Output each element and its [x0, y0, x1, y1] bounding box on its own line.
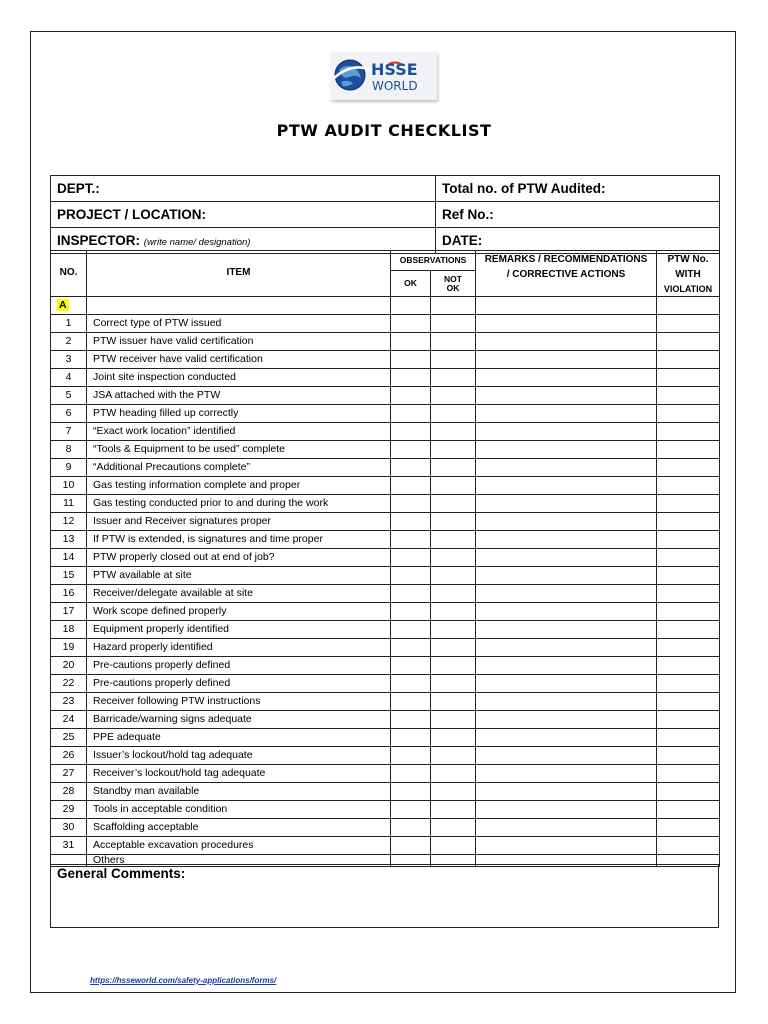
not-ok-cell[interactable] — [431, 765, 476, 783]
remarks-cell[interactable] — [476, 837, 657, 855]
row-number: 2 — [51, 333, 87, 351]
ok-cell[interactable] — [391, 621, 431, 639]
row-item: Equipment properly identified — [87, 621, 391, 639]
remarks-cell[interactable] — [476, 765, 657, 783]
ok-cell[interactable] — [391, 423, 431, 441]
row-number: 30 — [51, 819, 87, 837]
col-not-ok-header — [431, 271, 476, 297]
col-ok-header: OK — [391, 271, 431, 297]
not-ok-cell[interactable] — [431, 585, 476, 603]
ok-cell[interactable] — [391, 819, 431, 837]
table-row — [51, 639, 720, 657]
table-row — [51, 387, 720, 405]
not-ok-cell[interactable] — [431, 711, 476, 729]
ok-cell[interactable] — [391, 405, 431, 423]
not-ok-cell[interactable] — [431, 819, 476, 837]
hsse-world-logo — [331, 52, 437, 100]
ptw-violation-cell[interactable] — [657, 459, 720, 477]
not-ok-line1: NOT — [444, 273, 462, 284]
footer-link[interactable]: https://hsseworld.com/safety-applications/forms/ — [90, 976, 277, 985]
remarks-cell[interactable] — [476, 729, 657, 747]
ok-cell[interactable] — [391, 549, 431, 567]
ptw-violation-cell[interactable] — [657, 495, 720, 513]
table-row — [51, 333, 720, 351]
svg-text:HSSE: HSSE — [371, 60, 418, 79]
not-ok-cell[interactable] — [431, 639, 476, 657]
not-ok-cell[interactable] — [431, 621, 476, 639]
ok-cell[interactable] — [391, 351, 431, 369]
ok-cell[interactable] — [391, 657, 431, 675]
row-number: 23 — [51, 693, 87, 711]
remarks-line1: REMARKS / RECOMMENDATIONS — [484, 254, 648, 265]
ptw-violation-cell[interactable] — [657, 711, 720, 729]
row-item: Scaffolding acceptable — [87, 819, 391, 837]
ok-cell[interactable] — [391, 387, 431, 405]
remarks-cell[interactable] — [476, 693, 657, 711]
row-number: 10 — [51, 477, 87, 495]
ok-cell[interactable] — [391, 567, 431, 585]
ptw-violation-cell[interactable] — [657, 567, 720, 585]
not-ok-cell[interactable] — [431, 549, 476, 567]
ok-cell[interactable] — [391, 747, 431, 765]
not-ok-cell[interactable] — [431, 567, 476, 585]
ptw-violation-cell[interactable] — [657, 531, 720, 549]
row-number: 16 — [51, 585, 87, 603]
table-row — [51, 585, 720, 603]
table-row — [51, 819, 720, 837]
ok-cell[interactable] — [391, 603, 431, 621]
row-number: 5 — [51, 387, 87, 405]
ok-cell[interactable] — [391, 513, 431, 531]
row-item: “Exact work location” identified — [87, 423, 391, 441]
ptw-violation-cell[interactable] — [657, 729, 720, 747]
remarks-cell[interactable] — [476, 387, 657, 405]
row-number: 6 — [51, 405, 87, 423]
not-ok-cell[interactable] — [431, 729, 476, 747]
dept-field[interactable] — [51, 176, 436, 202]
row-item: Receiver following PTW instructions — [87, 693, 391, 711]
ptw-violation-cell[interactable] — [657, 783, 720, 801]
ptw-violation-cell[interactable] — [657, 423, 720, 441]
not-ok-cell[interactable] — [431, 513, 476, 531]
table-row — [51, 495, 720, 513]
section-remarks-cell — [476, 297, 657, 315]
row-number: 8 — [51, 441, 87, 459]
table-row — [51, 693, 720, 711]
table-row — [51, 315, 720, 333]
ok-cell[interactable] — [391, 531, 431, 549]
row-number: 11 — [51, 495, 87, 513]
row-number: 26 — [51, 747, 87, 765]
row-item: Work scope defined properly — [87, 603, 391, 621]
remarks-line2: / CORRECTIVE ACTIONS — [506, 268, 626, 280]
ok-cell[interactable] — [391, 441, 431, 459]
ok-cell[interactable] — [391, 477, 431, 495]
date-label: DATE: — [442, 233, 483, 248]
section-ptw-cell — [657, 297, 720, 315]
globe-logo-icon — [331, 52, 437, 100]
total-ptw-label: Total no. of PTW Audited: — [442, 181, 606, 196]
row-item: Acceptable excavation procedures — [87, 837, 391, 855]
remarks-cell[interactable] — [476, 585, 657, 603]
remarks-cell[interactable] — [476, 675, 657, 693]
ptw-violation-cell[interactable] — [657, 405, 720, 423]
not-ok-cell[interactable] — [431, 315, 476, 333]
ptw-line1: PTW No. — [667, 254, 709, 265]
table-row — [51, 747, 720, 765]
table-row — [51, 657, 720, 675]
row-item: Correct type of PTW issued — [87, 315, 391, 333]
remarks-cell[interactable] — [476, 639, 657, 657]
table-row — [51, 423, 720, 441]
ok-cell[interactable] — [391, 639, 431, 657]
ok-cell[interactable] — [391, 783, 431, 801]
section-item-cell — [87, 297, 391, 315]
row-item: Receiver/delegate available at site — [87, 585, 391, 603]
ptw-violation-cell[interactable] — [657, 621, 720, 639]
remarks-cell[interactable] — [476, 801, 657, 819]
ok-cell[interactable] — [391, 459, 431, 477]
not-ok-cell[interactable] — [431, 459, 476, 477]
remarks-cell[interactable] — [476, 477, 657, 495]
section-a-marker: A — [59, 298, 67, 311]
checklist-table — [50, 250, 720, 867]
row-number: 14 — [51, 549, 87, 567]
ptw-violation-cell[interactable] — [657, 549, 720, 567]
not-ok-cell[interactable] — [431, 477, 476, 495]
remarks-cell[interactable] — [476, 459, 657, 477]
ok-cell[interactable] — [391, 333, 431, 351]
row-number: 19 — [51, 639, 87, 657]
remarks-cell[interactable] — [476, 531, 657, 549]
ptw-violation-cell[interactable] — [657, 639, 720, 657]
general-comments-box[interactable] — [50, 864, 719, 928]
row-item: Issuer and Receiver signatures proper — [87, 513, 391, 531]
row-number: 31 — [51, 837, 87, 855]
ptw-violation-cell[interactable] — [657, 369, 720, 387]
remarks-cell[interactable] — [476, 549, 657, 567]
row-number: 24 — [51, 711, 87, 729]
row-item: PTW receiver have valid certification — [87, 351, 391, 369]
remarks-cell[interactable] — [476, 351, 657, 369]
row-item: Pre-cautions properly defined — [87, 675, 391, 693]
row-number: 25 — [51, 729, 87, 747]
row-number: 9 — [51, 459, 87, 477]
table-row — [51, 603, 720, 621]
not-ok-cell[interactable] — [431, 333, 476, 351]
row-item: Tools in acceptable condition — [87, 801, 391, 819]
inspector-hint: (write name/ designation) — [143, 237, 251, 248]
col-remarks-header — [476, 251, 657, 297]
remarks-cell[interactable] — [476, 711, 657, 729]
table-row — [51, 729, 720, 747]
row-item: PTW properly closed out at end of job? — [87, 549, 391, 567]
not-ok-cell[interactable] — [431, 351, 476, 369]
ref-no-field[interactable] — [436, 202, 720, 228]
not-ok-cell[interactable] — [431, 747, 476, 765]
remarks-cell[interactable] — [476, 315, 657, 333]
ok-cell[interactable] — [391, 837, 431, 855]
ptw-violation-cell[interactable] — [657, 765, 720, 783]
remarks-cell[interactable] — [476, 441, 657, 459]
not-ok-cell[interactable] — [431, 783, 476, 801]
remarks-cell[interactable] — [476, 495, 657, 513]
row-item: Receiver’s lockout/hold tag adequate — [87, 765, 391, 783]
row-item: PPE adequate — [87, 729, 391, 747]
row-item: Gas testing conducted prior to and during the work — [87, 495, 391, 513]
ok-cell[interactable] — [391, 585, 431, 603]
col-observations-header: OBSERVATIONS — [391, 251, 476, 271]
ptw-violation-cell[interactable] — [657, 693, 720, 711]
table-row — [51, 459, 720, 477]
not-ok-cell[interactable] — [431, 837, 476, 855]
remarks-cell[interactable] — [476, 333, 657, 351]
row-item: PTW available at site — [87, 567, 391, 585]
row-number: 7 — [51, 423, 87, 441]
table-row — [51, 801, 720, 819]
ref-no-label: Ref No.: — [442, 207, 494, 222]
row-item: “Tools & Equipment to be used” complete — [87, 441, 391, 459]
row-item: Standby man available — [87, 783, 391, 801]
row-number: 1 — [51, 315, 87, 333]
ok-cell[interactable] — [391, 369, 431, 387]
ok-cell[interactable] — [391, 693, 431, 711]
section-label — [51, 297, 87, 315]
row-item: Joint site inspection conducted — [87, 369, 391, 387]
not-ok-cell[interactable] — [431, 531, 476, 549]
not-ok-cell[interactable] — [431, 387, 476, 405]
table-row — [51, 369, 720, 387]
row-number: 28 — [51, 783, 87, 801]
table-row — [51, 477, 720, 495]
row-item: If PTW is extended, is signatures and time proper — [87, 531, 391, 549]
row-item: “Additional Precautions complete” — [87, 459, 391, 477]
ptw-violation-cell[interactable] — [657, 387, 720, 405]
row-item: Barricade/warning signs adequate — [87, 711, 391, 729]
ptw-violation-cell[interactable] — [657, 351, 720, 369]
row-item: PTW issuer have valid certification — [87, 333, 391, 351]
ptw-violation-cell[interactable] — [657, 837, 720, 855]
row-number: 4 — [51, 369, 87, 387]
col-ptw-violation-header — [657, 251, 720, 297]
not-ok-cell[interactable] — [431, 423, 476, 441]
remarks-cell[interactable] — [476, 369, 657, 387]
ok-cell[interactable] — [391, 711, 431, 729]
row-number: 22 — [51, 675, 87, 693]
ok-cell[interactable] — [391, 801, 431, 819]
table-row — [51, 441, 720, 459]
not-ok-cell[interactable] — [431, 675, 476, 693]
ptw-violation-cell[interactable] — [657, 333, 720, 351]
col-no-header: NO. — [51, 251, 87, 297]
not-ok-cell[interactable] — [431, 405, 476, 423]
ptw-violation-cell[interactable] — [657, 675, 720, 693]
not-ok-cell[interactable] — [431, 369, 476, 387]
not-ok-line2: OK — [446, 282, 460, 293]
row-item: Pre-cautions properly defined — [87, 657, 391, 675]
remarks-cell[interactable] — [476, 603, 657, 621]
row-number: 27 — [51, 765, 87, 783]
table-row — [51, 549, 720, 567]
svg-text:WORLD: WORLD — [372, 79, 418, 93]
table-row — [51, 675, 720, 693]
not-ok-cell[interactable] — [431, 657, 476, 675]
row-item: Hazard properly identified — [87, 639, 391, 657]
ok-cell[interactable] — [391, 495, 431, 513]
dept-label: DEPT.: — [57, 181, 100, 196]
remarks-cell[interactable] — [476, 567, 657, 585]
not-ok-cell[interactable] — [431, 495, 476, 513]
table-row — [51, 621, 720, 639]
not-ok-cell[interactable] — [431, 603, 476, 621]
row-item: Gas testing information complete and proper — [87, 477, 391, 495]
remarks-cell[interactable] — [476, 747, 657, 765]
general-comments-label: General Comments: — [57, 866, 186, 881]
row-number: 3 — [51, 351, 87, 369]
total-ptw-field[interactable] — [436, 176, 720, 202]
not-ok-cell[interactable] — [431, 441, 476, 459]
row-number: 13 — [51, 531, 87, 549]
col-item-header: ITEM — [87, 251, 391, 297]
remarks-cell[interactable] — [476, 783, 657, 801]
row-number: 17 — [51, 603, 87, 621]
ptw-violation-cell[interactable] — [657, 747, 720, 765]
table-row — [51, 783, 720, 801]
row-item: Others — [87, 855, 391, 867]
ptw-violation-cell[interactable] — [657, 441, 720, 459]
ptw-violation-cell[interactable] — [657, 603, 720, 621]
header-info-table — [50, 175, 720, 254]
row-number: 18 — [51, 621, 87, 639]
table-row — [51, 765, 720, 783]
project-location-label: PROJECT / LOCATION: — [57, 207, 207, 222]
row-number: 29 — [51, 801, 87, 819]
table-row — [51, 567, 720, 585]
ptw-violation-cell[interactable] — [657, 657, 720, 675]
ok-cell[interactable] — [391, 765, 431, 783]
ok-cell[interactable] — [391, 729, 431, 747]
ok-cell[interactable] — [391, 675, 431, 693]
row-number: 12 — [51, 513, 87, 531]
document-title: PTW AUDIT CHECKLIST — [276, 121, 492, 140]
remarks-cell[interactable] — [476, 657, 657, 675]
ptw-violation-cell[interactable] — [657, 819, 720, 837]
remarks-cell[interactable] — [476, 513, 657, 531]
remarks-cell[interactable] — [476, 621, 657, 639]
not-ok-cell[interactable] — [431, 801, 476, 819]
row-item: JSA attached with the PTW — [87, 387, 391, 405]
table-row — [51, 405, 720, 423]
section-ok-cell — [391, 297, 431, 315]
table-row — [51, 513, 720, 531]
ptw-line2: WITH — [675, 268, 701, 280]
row-item: PTW heading filled up correctly — [87, 405, 391, 423]
row-number: 20 — [51, 657, 87, 675]
ptw-violation-cell[interactable] — [657, 477, 720, 495]
ptw-violation-cell[interactable] — [657, 801, 720, 819]
remarks-cell[interactable] — [476, 819, 657, 837]
remarks-cell[interactable] — [476, 423, 657, 441]
remarks-cell[interactable] — [476, 405, 657, 423]
not-ok-cell[interactable] — [431, 693, 476, 711]
table-row — [51, 837, 720, 855]
inspector-label: INSPECTOR: — [57, 233, 141, 248]
ptw-violation-cell[interactable] — [657, 315, 720, 333]
row-number: 15 — [51, 567, 87, 585]
ptw-line3: VIOLATION — [663, 284, 713, 294]
table-row — [51, 351, 720, 369]
ok-cell[interactable] — [391, 315, 431, 333]
table-row — [51, 531, 720, 549]
ptw-violation-cell[interactable] — [657, 513, 720, 531]
row-item: Issuer’s lockout/hold tag adequate — [87, 747, 391, 765]
section-not-ok-cell — [431, 297, 476, 315]
project-location-field[interactable] — [51, 202, 436, 228]
ptw-violation-cell[interactable] — [657, 585, 720, 603]
table-row — [51, 711, 720, 729]
